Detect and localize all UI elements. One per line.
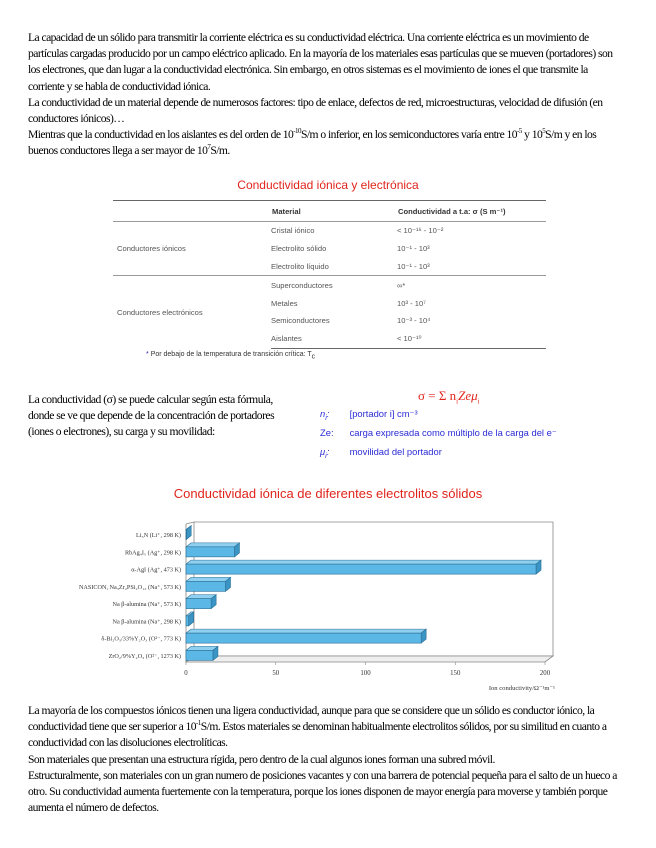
x-tick-label: 50 (272, 670, 280, 677)
category-label: RbAg₄I₅ (Ag⁺, 298 K) (124, 549, 181, 557)
ion-conductivity-chart (0, 510, 656, 696)
closing-paragraph-1: La mayoría de los compuestos iónicos tienen una ligera conductividad, aunque para que se considere que un sólido es conductor iónico, la conductividad tiene que ser superior a $10^{-1}S/m$. Estos materiales se denominan habitualmente electrolitos sólidos, por su similitud en cuanto a conductividad con las disoluciones electrolíticas. (28, 704, 607, 750)
bar (186, 530, 187, 540)
x-tick-label: 100 (360, 670, 371, 677)
bar-top (186, 560, 541, 564)
closing-text (28, 703, 626, 816)
table-header-row (113, 201, 546, 222)
chart-title: Conductividad iónica de diferentes electrolitos sólidos (173, 486, 483, 501)
conductivity-table (113, 200, 546, 349)
table-row (113, 276, 546, 294)
group-ionic-label: Conductores iónicos (117, 244, 186, 254)
category-label: Na β-alumina (Na⁺, 298 K) (112, 618, 181, 626)
bar (186, 581, 225, 591)
bar (186, 547, 234, 557)
value-cell: ∞* (397, 276, 546, 294)
material-cell: Electrolito líquido (271, 261, 329, 271)
bar-top (186, 577, 230, 581)
legend-row: Ze: carga expresada como múltiplo de la carga del e⁻ (320, 427, 557, 438)
bar (186, 633, 421, 643)
header-conductivity: Conductividad a t.a: σ (S m⁻¹) (397, 201, 546, 222)
material-cell: Semiconductores (271, 316, 330, 326)
conductivity-formula: σ = Σ $n_iZe\mu_i$ (418, 388, 480, 406)
bar-top (186, 629, 426, 633)
bar-top (186, 646, 218, 650)
group-electronic-label: Conductores electrónicos (113, 276, 271, 348)
material-cell: Cristal iónico (271, 226, 315, 236)
intro-paragraph-2: La conductividad de un material depende de numerosos factores: tipo de enlace, defectos de red, microestructuras, velocidad de difusión (en conductores iónicos)… (28, 95, 603, 126)
value-cell: 10⁻¹ - 10³ (397, 261, 430, 271)
table-footnote: * Por debajo de la temperatura de transición crítica: $T_c$ (146, 351, 316, 361)
legend-row: $n_i$: [portador i] cm⁻³ (320, 408, 418, 422)
value-cell: < 10⁻¹⁰ (397, 330, 546, 348)
formula-intro-text: La conductividad (σ) se puede calcular según esta fórmula, donde se ve que depende de la concentración de portadores (iones o electrones), su carga y su movilidad: (28, 393, 275, 439)
material-cell: Electrolito sólido (271, 244, 327, 254)
bar (186, 650, 213, 660)
value-cell: 10⁻¹ - 10³ (397, 244, 430, 254)
table-title: Conductividad iónica y electrónica (237, 178, 419, 192)
category-label: Li₃N (Li⁺, 298 K) (136, 532, 181, 540)
value-cell: 10³ - 10⁷ (397, 298, 426, 308)
bar (186, 599, 211, 609)
value-cell: < 10⁻¹⁶ - 10⁻² (397, 226, 444, 236)
category-label: NASICON, Na₃Zr₂PSi₂O₁₂ (Na⁺, 573 K) (78, 583, 181, 591)
value-cell: 10⁻³ - 10⁴ (397, 316, 431, 326)
header-material: Material (271, 201, 397, 222)
x-tick-label: 0 (184, 670, 188, 677)
bar (186, 616, 189, 626)
x-axis-label: Ion conductivity/Ω⁻¹m⁻¹ (488, 685, 555, 692)
material-cell: Superconductores (271, 276, 397, 294)
bar (186, 564, 536, 574)
category-label: α-AgI (Ag⁺, 473 K) (131, 566, 181, 574)
closing-paragraph-3: Estructuralmente, son materiales con un gran numero de posiciones vacantes y con una barrera de potencial pequeña para el salto de un hueco a otro. Su conductividad aumenta fuertemente con la temperatura, porque los iones disponen de mayor energía para moverse y también porque aumenta el número de defectos. (28, 768, 617, 815)
table-row (113, 222, 546, 240)
x-tick-label: 150 (450, 670, 461, 677)
axis-corner (186, 522, 194, 524)
category-label: δ-Bi₂O₃/33%Y₂O₃ (O²⁻, 773 K) (101, 635, 181, 643)
material-cell: Metales (271, 298, 298, 308)
chart-floor (186, 656, 553, 662)
intro-paragraph-3: Mientras que la conductividad en los aislantes es del orden de $10^{-10}S/m$ o inferior, en los semiconductores varía entre $10^{-5}$ y $10^5S/m$ y en los buenos conductores llega a ser mayor de $10^7S/m$. (28, 127, 597, 158)
category-label: ZrO₂/9%Y₂O₃ (O²⁻, 1273 K) (108, 652, 181, 660)
x-tick-label: 200 (539, 670, 551, 677)
bar-side (186, 526, 191, 540)
category-label: Na β-alumina (Na⁺, 573 K) (112, 601, 181, 609)
legend-row: $\mu_i$: movilidad del portador (320, 446, 442, 460)
material-cell: Aislantes (271, 330, 397, 348)
bar-top (186, 543, 239, 547)
intro-text (28, 30, 626, 160)
intro-paragraph-1: La capacidad de un sólido para transmitir la corriente eléctrica es su conductividad eléctrica. Una corriente eléctrica es un movimiento de partículas cargadas producido por un campo eléctrico aplicado. En la mayoría de los materiales esas partículas que se mueven (portadores) son los electrones, que dan lugar a la conductividad electrónica. Sin embargo, en otros sistemas es el movimiento de iones el que transmite la corriente y se habla de conductividad iónica. (28, 31, 613, 93)
closing-paragraph-2: Son materiales que presentan una estructura rígida, pero dentro de la cual algunos iones forman una subred móvil. (28, 752, 495, 766)
